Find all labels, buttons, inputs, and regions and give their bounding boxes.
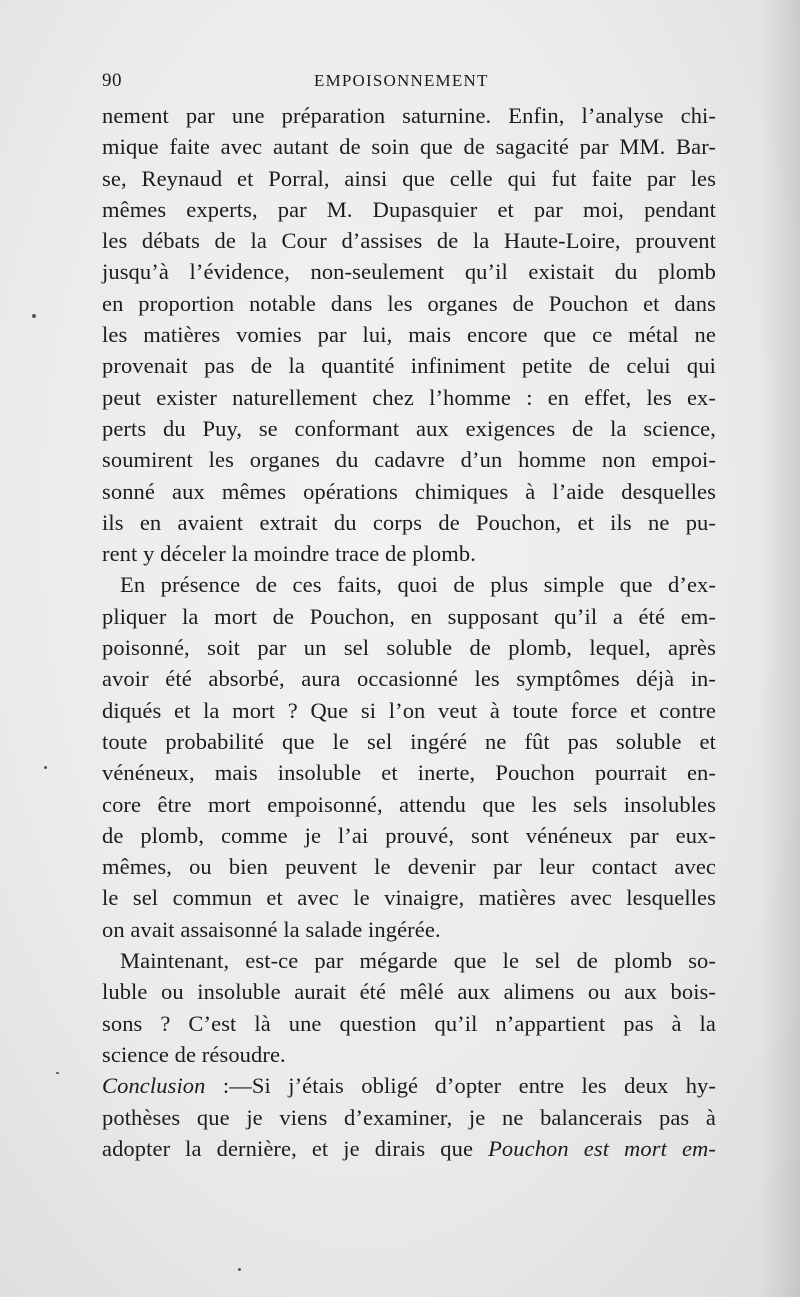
- text-line: on avait assaisonné la salade ingérée.: [102, 916, 441, 942]
- text-line: luble ou insoluble aurait été mêlé aux alimens ou aux bois-: [102, 979, 716, 1005]
- text-line: peut exister naturellement chez l’homme : en effet, les ex-: [102, 384, 716, 410]
- conclusion-line: [102, 1070, 716, 1101]
- text-line: nement par une préparation saturnine. Enfin, l’analyse chi-: [102, 103, 716, 128]
- paper-speck: [32, 314, 36, 318]
- text-line: les débats de la Cour d’assises de la Haute-Loire, prouvent: [102, 228, 716, 254]
- text-line: soumirent les organes du cadavre d’un homme non empoi-: [102, 447, 716, 473]
- paper-speck: [238, 1268, 241, 1271]
- conclusion-text: :—Si j’étais obligé d’opter entre les deux hy-: [205, 1073, 716, 1099]
- page-edge-shadow: [760, 0, 800, 1297]
- text-line: ils en avaient extrait du corps de Pouchon, et ils ne pu-: [102, 509, 716, 535]
- text-line: core être mort empoisonné, attendu que les sels insolubles: [102, 791, 716, 817]
- text-line: pliquer la mort de Pouchon, en supposant qu’il a été em-: [102, 603, 716, 629]
- text-line: En présence de ces faits, quoi de plus simple que d’ex-: [120, 572, 716, 598]
- text-line: science de résoudre.: [102, 1041, 286, 1067]
- final-line-start: adopter la dernière, et je dirais que: [102, 1135, 489, 1161]
- text-line: rent y déceler la moindre trace de plomb.: [102, 541, 476, 567]
- text-line: en proportion notable dans les organes de Pouchon et dans: [102, 290, 716, 316]
- page-header: [102, 70, 712, 100]
- text-line: le sel commun et avec le vinaigre, matières avec lesquelles: [102, 885, 716, 911]
- text-line: mêmes experts, par M. Dupasquier et par moi, pendant: [102, 196, 716, 222]
- text-line: poisonné, soit par un sel soluble de plomb, lequel, après: [102, 635, 716, 661]
- text-line: perts du Puy, se conformant aux exigences de la science,: [102, 415, 716, 441]
- conclusion-label: Conclusion: [102, 1073, 206, 1099]
- text-line: Maintenant, est-ce par mégarde que le sel de plomb so-: [120, 948, 716, 974]
- text-line: pothèses que je viens d’examiner, je ne balancerais pas à: [102, 1104, 716, 1130]
- text-line: mique faite avec autant de soin que de sagacité par MM. Bar-: [102, 134, 716, 160]
- text-line: toute probabilité que le sel ingéré ne fût pas soluble et: [102, 728, 716, 754]
- text-line: se, Reynaud et Porral, ainsi que celle qui fut faite par les: [102, 165, 716, 191]
- text-line: vénéneux, mais insoluble et inerte, Pouchon pourrait en-: [102, 760, 716, 786]
- text-line: provenait pas de la quantité infiniment petite de celui qui: [102, 353, 716, 379]
- body-text: [102, 100, 716, 1164]
- text-line: [102, 1133, 716, 1164]
- text-line: sonné aux mêmes opérations chimiques à l’aide desquelles: [102, 478, 716, 504]
- paper-speck: [56, 1072, 59, 1074]
- text-line: les matières vomies par lui, mais encore que ce métal ne: [102, 322, 716, 348]
- text-line: sons ? C’est là une question qu’il n’appartient pas à la: [102, 1010, 716, 1036]
- final-line-italic: Pouchon est mort em-: [488, 1135, 716, 1161]
- page-number: 90: [102, 70, 122, 91]
- text-line: jusqu’à l’évidence, non-seulement qu’il existait du plomb: [102, 259, 716, 285]
- text-line: diqués et la mort ? Que si l’on veut à toute force et contre: [102, 697, 716, 723]
- running-head: EMPOISONNEMENT: [314, 71, 489, 90]
- text-line: mêmes, ou bien peuvent le devenir par leur contact avec: [102, 854, 716, 880]
- text-line: avoir été absorbé, aura occasionné les symptômes déjà in-: [102, 666, 716, 692]
- paper-speck: [44, 766, 47, 769]
- text-line: de plomb, comme je l’ai prouvé, sont vénéneux par eux-: [102, 822, 716, 848]
